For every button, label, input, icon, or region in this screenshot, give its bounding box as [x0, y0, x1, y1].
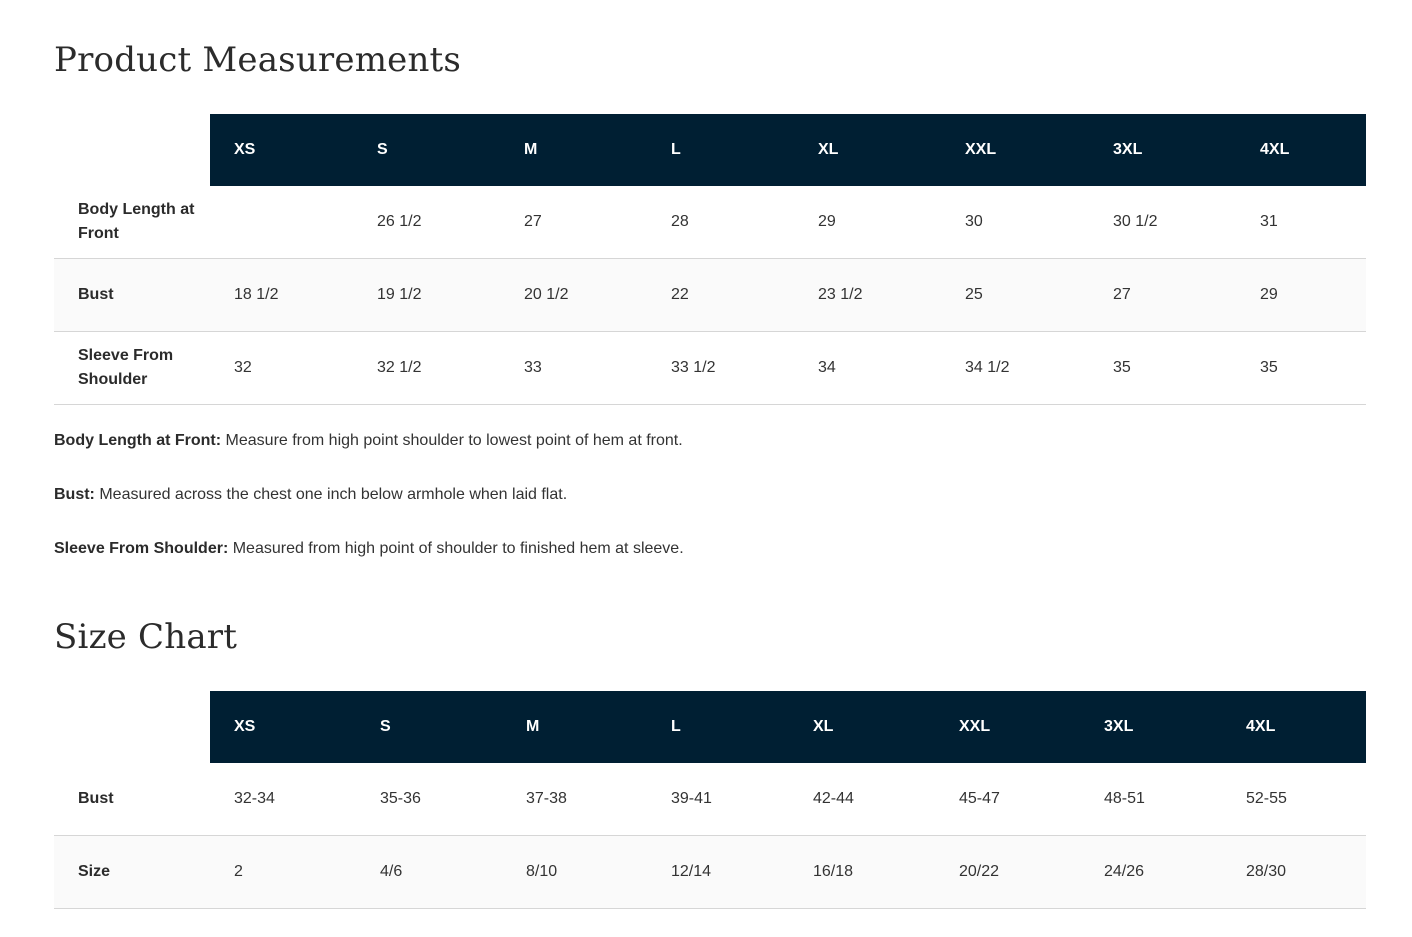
table-cell: 23 1/2 — [794, 259, 941, 332]
table-cell: 34 — [794, 332, 941, 405]
measurements-table — [54, 114, 1366, 405]
note-text: Measured from high point of shoulder to finished hem at sleeve. — [228, 540, 684, 557]
table-cell: 30 1/2 — [1089, 186, 1236, 259]
table-cell: 20 1/2 — [500, 259, 647, 332]
table-cell: 16/18 — [789, 836, 935, 909]
size-header-m: M — [500, 114, 647, 186]
table-cell: 29 — [1236, 259, 1366, 332]
note-term: Sleeve From Shoulder: — [54, 540, 229, 557]
size-header-m: M — [502, 691, 647, 763]
size-chart-title: Size Chart — [54, 617, 238, 657]
table-cell: 2 — [210, 836, 356, 909]
table-cell: 42-44 — [789, 763, 935, 836]
header-corner — [54, 691, 210, 763]
note-term: Bust: — [54, 486, 95, 503]
table-cell: 4/6 — [356, 836, 502, 909]
table-cell: 12/14 — [647, 836, 789, 909]
note-bust — [54, 483, 1366, 507]
table-row-size — [54, 836, 1366, 909]
size-header-s: S — [353, 114, 500, 186]
size-header-l: L — [647, 691, 789, 763]
table-cell: 28 — [647, 186, 794, 259]
size-header-xs: XS — [210, 114, 353, 186]
size-header-3xl: 3XL — [1089, 114, 1236, 186]
table-cell: 30 — [941, 186, 1089, 259]
table-cell: 37-38 — [502, 763, 647, 836]
row-label: Bust — [54, 259, 210, 332]
table-cell: 34 1/2 — [941, 332, 1089, 405]
table-cell: 27 — [500, 186, 647, 259]
table-row-body-length — [54, 186, 1366, 259]
table-cell: 45-47 — [935, 763, 1080, 836]
table-cell: 28/30 — [1222, 836, 1366, 909]
table-cell: 35-36 — [356, 763, 502, 836]
size-header-xxl: XXL — [935, 691, 1080, 763]
note-text: Measured across the chest one inch below armhole when laid flat. — [94, 486, 568, 503]
row-label: Sleeve From Shoulder — [54, 332, 210, 405]
table-cell: 39-41 — [647, 763, 789, 836]
table-cell: 25 — [941, 259, 1089, 332]
table-cell: 32 — [210, 332, 353, 405]
size-header-xl: XL — [794, 114, 941, 186]
table-cell: 52-55 — [1222, 763, 1366, 836]
table-cell: 18 1/2 — [210, 259, 353, 332]
table-cell: 20/22 — [935, 836, 1080, 909]
row-label: Body Length at Front — [54, 186, 210, 259]
table-cell: 24/26 — [1080, 836, 1222, 909]
table-cell: 29 — [794, 186, 941, 259]
size-header-4xl: 4XL — [1222, 691, 1366, 763]
note-text: Measure from high point shoulder to lowest point of hem at front. — [221, 432, 683, 449]
note-sleeve — [54, 537, 1366, 561]
size-header-l: L — [647, 114, 794, 186]
table-cell: 27 — [1089, 259, 1236, 332]
table-cell: 26 1/2 — [353, 186, 500, 259]
table-cell: 19 1/2 — [353, 259, 500, 332]
table-cell: 22 — [647, 259, 794, 332]
table-cell — [210, 186, 353, 259]
measurements-title: Product Measurements — [54, 40, 462, 80]
note-term: Body Length at Front: — [54, 432, 222, 449]
table-row-bust — [54, 259, 1366, 332]
note-body-length — [54, 429, 1366, 453]
table-row-bust — [54, 763, 1366, 836]
table-cell: 35 — [1089, 332, 1236, 405]
table-cell: 35 — [1236, 332, 1366, 405]
table-cell: 32-34 — [210, 763, 356, 836]
table-row-sleeve — [54, 332, 1366, 405]
measurement-notes — [54, 429, 1366, 591]
table-cell: 33 — [500, 332, 647, 405]
size-header-xxl: XXL — [941, 114, 1089, 186]
table-cell: 33 1/2 — [647, 332, 794, 405]
measurements-header-row — [54, 114, 1366, 186]
size-header-3xl: 3XL — [1080, 691, 1222, 763]
size-header-s: S — [356, 691, 502, 763]
size-chart-table — [54, 691, 1366, 909]
row-label: Bust — [54, 763, 210, 836]
size-header-xl: XL — [789, 691, 935, 763]
table-cell: 8/10 — [502, 836, 647, 909]
size-header-xs: XS — [210, 691, 356, 763]
table-cell: 48-51 — [1080, 763, 1222, 836]
size-chart-header-row — [54, 691, 1366, 763]
row-label: Size — [54, 836, 210, 909]
size-header-4xl: 4XL — [1236, 114, 1366, 186]
table-cell: 31 — [1236, 186, 1366, 259]
table-cell: 32 1/2 — [353, 332, 500, 405]
header-corner — [54, 114, 210, 186]
